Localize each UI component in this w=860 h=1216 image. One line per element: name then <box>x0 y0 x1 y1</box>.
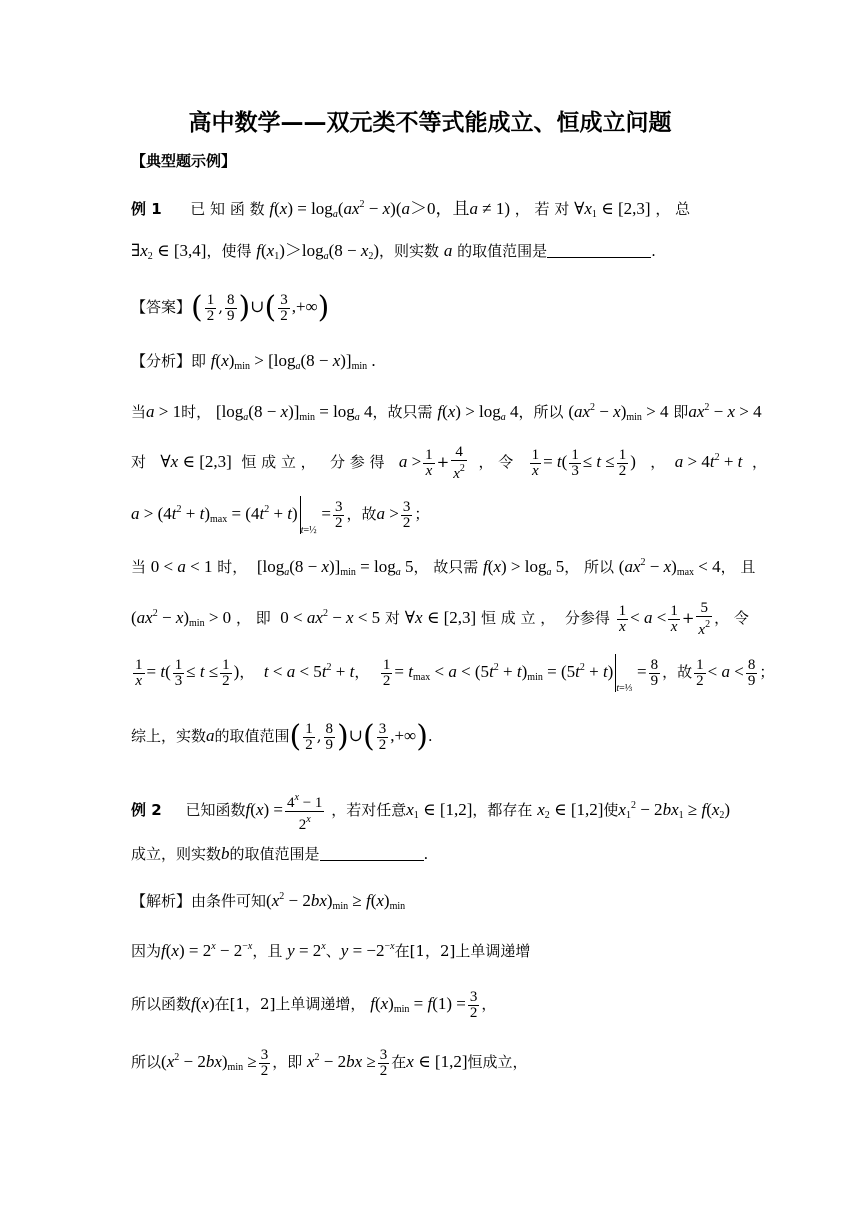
ex1-text: ， 总 <box>655 200 691 218</box>
example-1-label: 例 1 <box>131 200 162 218</box>
example-2-line-2: 成立，则实数b的取值范围是 . <box>131 844 429 863</box>
section-heading: 【典型题示例】 <box>131 152 237 170</box>
math-forall: $\forall x_1$ ∈ [2,3] <box>574 199 651 220</box>
solution-line-2: 因为$f(x) = 2^x - 2^{-x}$，且 $y = 2^x$、$y = -2^{-x}$在[1，2]上单调递增 <box>131 941 531 960</box>
math-exists: $\exists x_2$ ∈ [3,4] <box>131 241 207 262</box>
math-ineq: $f(x_1)>\log_a(8 - x_2)$ <box>256 241 380 262</box>
analysis-line-6: $(ax^2 - x)_{min} > 0$ ， 即 $0 < ax^2 - x < 5$ 对 ∀x ∈ [2,3] 恒 成 立 ， 分参得 $\frac{1}{x}$ < a < $\frac{1}{x}$ + $\frac{5}{x^2}$ ， 令 <box>131 599 749 638</box>
ex1-text: 已 知 函 数 <box>190 200 265 218</box>
summary-line: 综上，实数a的取值范围( $\frac{1}{2}$ , $\frac{8}{9}$ )∪( $\frac{3}{2}$ ,+∞). <box>131 719 433 754</box>
ex1-text: 的取值范围是 <box>457 242 548 260</box>
example-2-line-1: 例 2 已知函数f(x) = $\frac{4^x - 1}{2^x}$ ，若对任意$x_1$ ∈ [1,2]，都存在 $x_2$ ∈ [1,2]使$x_1^2 - 2bx_1 \ge f(x_2)$ <box>131 791 731 833</box>
solution-line-3: 所以函数f(x)在[1，2]上单调递增， $f(x)_{min} = f(1)$ = $\frac{3}{2}$ ， <box>131 988 497 1021</box>
example-1-line-2: $\exists x_2$ ∈ [3,4]，使得 $f(x_1)>\log_a(8 - x_2)$，则实数 a 的取值范围是 . <box>131 241 656 262</box>
analysis-line-1 <box>131 350 731 378</box>
analysis-line-4: $a > (4t^2 + t)_{max} = (4t^2 + t)_{t=\frac{1}{2}}$ = $\frac{3}{2}$ ，故a > $\frac{3}{2}$ ； <box>131 490 731 551</box>
analysis-line-5: 当 0 < a < 1 时， $[\log_a(8 - x)]_{min} = \log_a 5$， 故只需 $f(x) > \log_a 5$， 所以 $(ax^2 - x)_{max} < 4$， 且 <box>131 557 756 578</box>
analysis-line-3: 对 ∀x ∈ [2,3] 恒 成 立 ， 分 参 得 a > $\frac{1}{x}$ + $\frac{4}{x^2}$ ， 令 $\frac{1}{x}$ = t( $\frac{1}{3}$ ≤ t ≤ $\frac{1}{2}$ ) ， $a > 4t^2 + t$ ， <box>131 443 767 482</box>
answer-label: 【答案】 <box>131 298 192 316</box>
answer-blank <box>547 243 651 258</box>
example-2-label: 例 2 <box>131 801 162 819</box>
analysis-line-7: $\frac{1}{x}$ = t( $\frac{1}{3}$ ≤ t ≤ $\frac{1}{2}$ )， $t < a < 5t^2 + t$， $\frac{1}{2}$ = $t_{max} < a < (5t^2 + t)_{min} = (5t^2 + t)_{t=\frac{1}{3}}$ = $\frac{8}{9}$ ，故 $\frac{1}{2}$ < a < $\frac{8}{9}$ ； <box>131 648 731 709</box>
ex1-text: ，使得 <box>206 242 252 260</box>
analysis-label: 【分析】即 <box>131 352 207 370</box>
solution-line-4: 所以$(x^2 - 2bx)_{min}$ ≥ $\frac{3}{2}$ ，即 $x^2 - 2bx$ ≥ $\frac{3}{2}$ 在x ∈ [1,2]恒成立， <box>131 1046 528 1079</box>
solution-line-1: 【解析】由条件可知$(x^2 - 2bx)_{min} \ge f(x)_{min}$ <box>131 891 406 912</box>
page-title: 高中数学——双元类不等式能成立、恒成立问题 <box>188 110 672 136</box>
ex1-text: ， 若 对 <box>514 200 570 218</box>
ex1-text: ，则实数 <box>379 242 440 260</box>
math-analysis: $f(x)_{min} > [\log_a(8 - x)]_{min}$ . <box>210 351 376 372</box>
math-function-def: $f(x) = \log_a(ax^2 - x)(a>0$，且a ≠ 1) <box>269 199 510 220</box>
answer-blank-2 <box>320 846 424 861</box>
analysis-line-2: 当a > 1时， $[\log_a(8 - x)]_{min} = \log_a 4$，故只需 $f(x) > \log_a 4$，所以 $(ax^2 - x)_{min} > 4$ 即$ax^2 - x > 4$ <box>131 402 762 423</box>
example-1-answer: 【答案】( $\frac{1}{2}$ , $\frac{8}{9}$ )∪( $\frac{3}{2}$ ,+∞) <box>131 290 330 325</box>
math-var: a <box>443 241 453 260</box>
example-1-line-1 <box>131 194 731 226</box>
